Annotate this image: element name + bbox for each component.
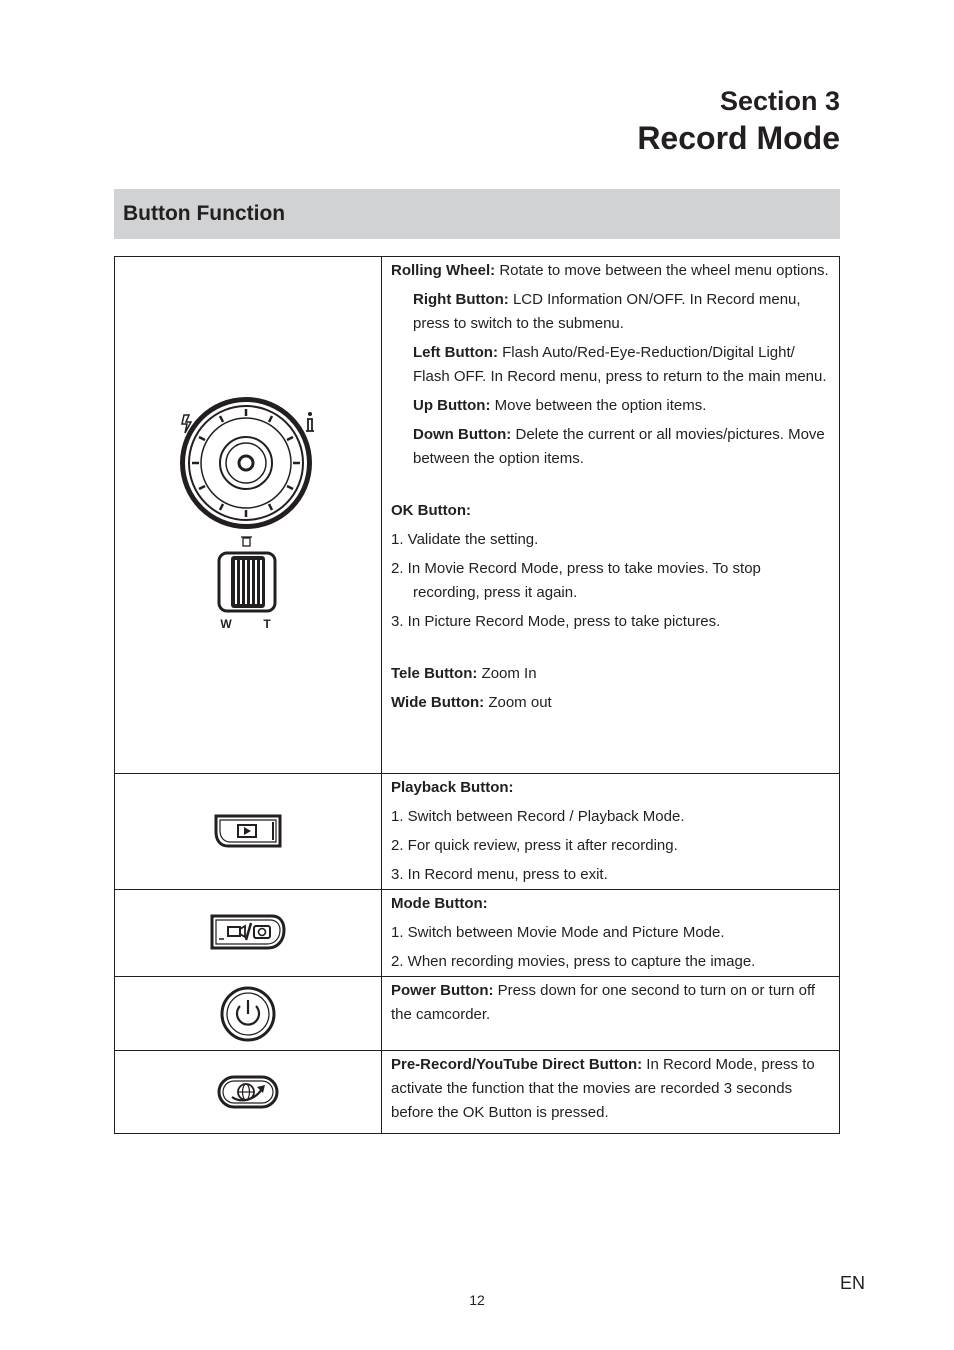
list-item: 3. In Picture Record Mode, press to take pictures.: [391, 613, 721, 630]
list-item: 3. In Record menu, press to exit.: [391, 866, 608, 883]
ok-button-heading: OK Button:: [391, 502, 471, 519]
prerecord-button-desc: Pre-Record/YouTube Direct Button: In Record Mode, press to activate the function that the movies are recorded 3 seconds before the OK Button is pressed.: [391, 1056, 815, 1121]
rolling-wheel-and-zoom-icon: [178, 395, 318, 635]
rolling-wheel-desc: Rolling Wheel: Rotate to move between the wheel menu options.: [391, 262, 829, 279]
playback-description: [382, 774, 840, 890]
page-number: 12: [469, 1292, 485, 1308]
wide-button-desc: Wide Button: Zoom out: [391, 694, 552, 711]
power-button-desc: Power Button: Press down for one second to turn on or turn off the camcorder.: [391, 982, 816, 1023]
list-item: 2. When recording movies, press to capture the image.: [391, 953, 756, 970]
list-item: 1. Switch between Record / Playback Mode.: [391, 808, 685, 825]
mode-button-icon: [208, 912, 288, 954]
section-number: Section 3: [719, 86, 840, 116]
mode-description: [382, 890, 840, 977]
list-item: 1. Switch between Movie Mode and Picture Mode.: [391, 924, 725, 941]
tele-button-desc: Tele Button: Zoom In: [391, 665, 537, 682]
pre-record-globe-icon: [216, 1073, 280, 1111]
table-row: [115, 774, 840, 890]
playback-button-icon: [210, 812, 286, 852]
page-heading: [637, 84, 840, 158]
playback-illustration-cell: [115, 774, 382, 890]
left-button-desc: Left Button: Flash Auto/Red-Eye-Reduction/Digital Light/ Flash OFF. In Record menu, press to return to the main menu.: [413, 344, 827, 385]
zoom-rocker-icon: [219, 553, 275, 611]
list-item: 2. In Movie Record Mode, press to take movies. To stop recording, press it again.: [391, 560, 761, 601]
wheel-illustration-cell: [115, 257, 382, 774]
movie-icon: [228, 927, 240, 936]
trash-icon: [241, 537, 252, 546]
list-item: 2. For quick review, press it after recording.: [391, 837, 678, 854]
power-illustration-cell: [115, 977, 382, 1051]
down-button-desc: Down Button: Delete the current or all movies/pictures. Move between the option items.: [413, 426, 825, 467]
table-row: [115, 890, 840, 977]
wide-label-icon: W: [220, 617, 232, 631]
table-row: [115, 257, 840, 774]
up-button-desc: Up Button: Move between the option items.: [413, 397, 707, 414]
info-icon: [308, 412, 312, 416]
mode-button-heading: Mode Button:: [391, 895, 488, 912]
table-row: [115, 1051, 840, 1134]
prerecord-description: [382, 1051, 840, 1134]
button-function-table: [114, 256, 840, 1134]
table-row: [115, 977, 840, 1051]
right-button-desc: Right Button: LCD Information ON/OFF. In Record menu, press to switch to the submenu.: [413, 291, 801, 332]
section-heading: Button Function: [114, 189, 840, 239]
wheel-description: [382, 257, 840, 774]
page-title: Record Mode: [637, 120, 840, 156]
prerecord-illustration-cell: [115, 1051, 382, 1134]
language-tag: EN: [840, 1273, 866, 1293]
list-item: 1. Validate the setting.: [391, 531, 539, 548]
power-description: [382, 977, 840, 1051]
playback-button-heading: Playback Button:: [391, 779, 514, 796]
mode-illustration-cell: [115, 890, 382, 977]
tele-label-icon: T: [263, 617, 271, 631]
power-icon: [219, 985, 277, 1043]
